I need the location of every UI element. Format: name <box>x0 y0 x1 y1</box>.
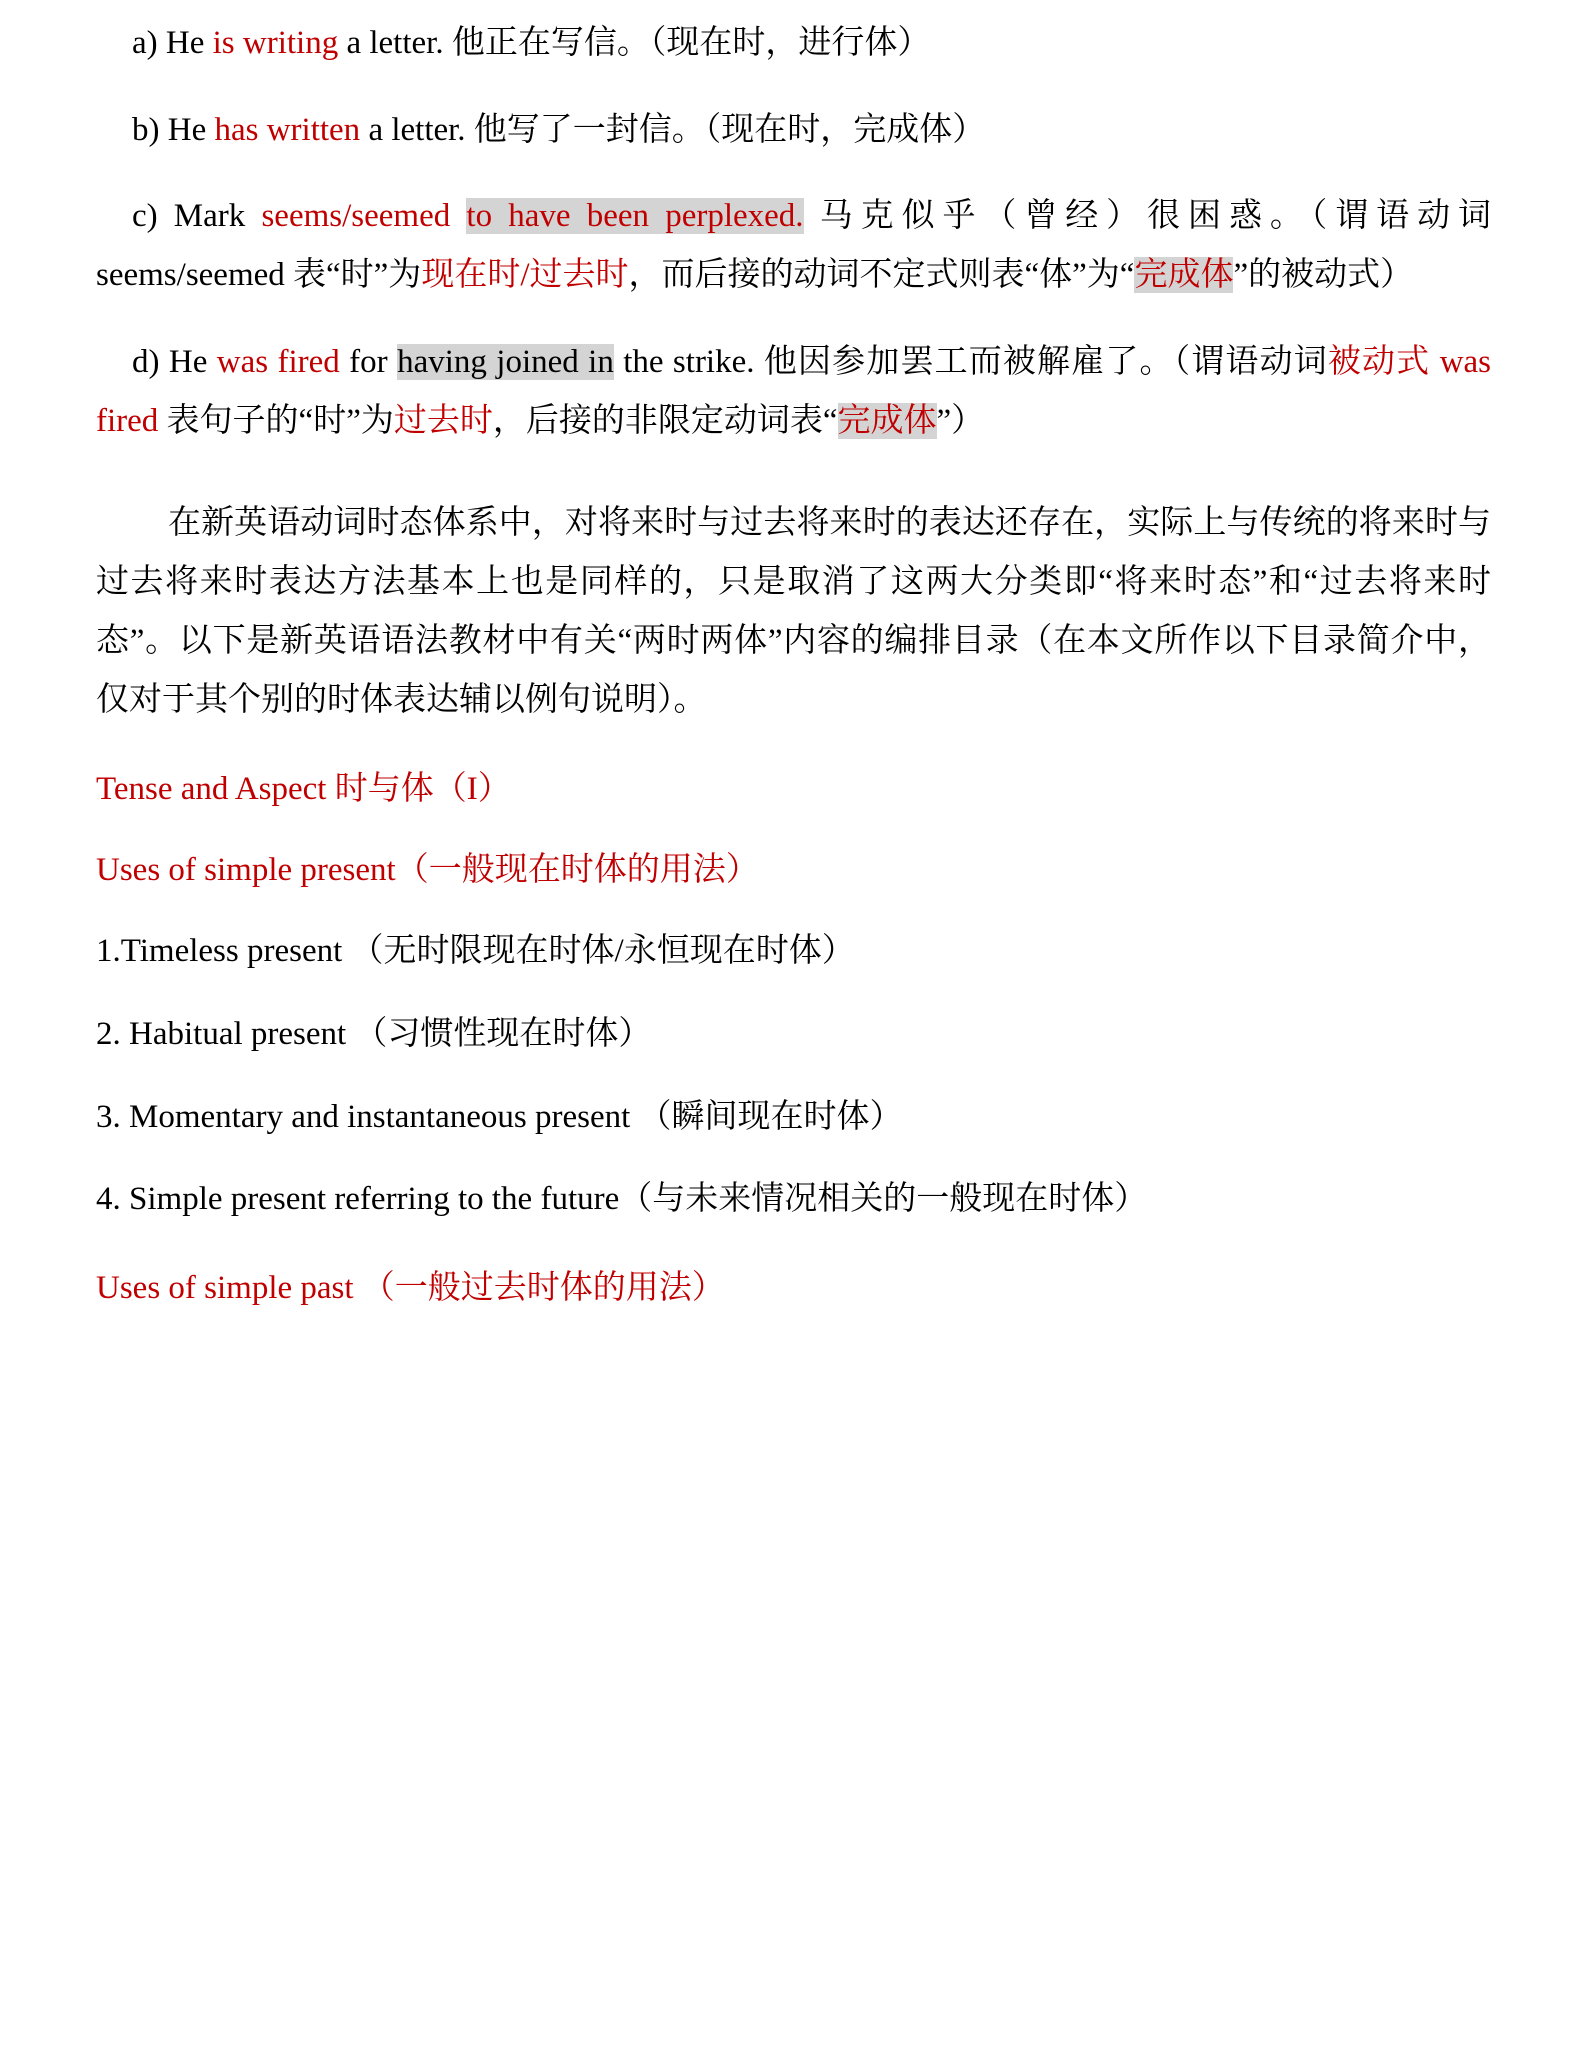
example-d-text-8: 过去时 <box>393 402 493 439</box>
example-d-text-5: the strike. 他因参加罢工而被解雇了。（谓语动词 <box>613 343 1328 380</box>
example-d-text-9: ，后接的非限定动词表“ <box>492 402 838 439</box>
example-b-text-2: has written <box>214 111 361 148</box>
example-d-text-2: was fired <box>216 343 340 380</box>
example-c-text-8: ”的被动式） <box>1233 257 1414 294</box>
example-c-text-6: ，而后接的动词不定式则表“体”为“ <box>628 257 1135 294</box>
example-c-text-7: 完成体 <box>1134 257 1234 294</box>
example-d-text-4: having joined in <box>397 343 614 380</box>
example-a-text-3: a letter. 他正在写信。（现在时，进行体） <box>338 25 931 61</box>
example-d-text-10: 完成体 <box>837 402 937 439</box>
example-c-text-1: c) Mark <box>132 198 262 235</box>
list-item: 3. Momentary and instantaneous present （瞬间现在时体） <box>96 1098 903 1135</box>
example-d-text-1: d) He <box>132 343 217 380</box>
list-item: 1.Timeless present （无时限现在时体/永恒现在时体） <box>96 932 855 969</box>
example-b-text-3: a letter. 他写了一封信。（现在时，完成体） <box>360 111 986 148</box>
example-c-text-3: to have been perplexed. <box>466 198 804 235</box>
list-item: 2. Habitual present （习惯性现在时体） <box>96 1015 652 1052</box>
example-d-text-3: for <box>339 343 398 380</box>
example-a-text-2: is writing <box>212 25 339 61</box>
example-d-paragraph <box>96 333 1491 450</box>
body-paragraph: 在新英语动词时态体系中，对将来时与过去将来时的表达还存在，实际上与传统的将来时与过去将来时表达方法基本上也是同样的，只是取消了这两大分类即“将来时态”和“过去将来时态”。以下是新英语语法教材中有关“两时两体”内容的编排目录（在本文所作以下目录简介中，仅对于其个别的时体表达辅以例句说明）。 <box>96 505 1491 718</box>
example-c-text-4: 马克似乎（曾经）很困惑。（谓语动词 seems/seemed 表“时”为 <box>96 198 1491 294</box>
example-c-text-2: seems/seemed <box>261 198 467 235</box>
section-title: Tense and Aspect 时与体（I） <box>96 771 511 808</box>
example-a-text-1: a) He <box>132 25 213 61</box>
example-c-text-5: 现在时/过去时 <box>421 257 629 294</box>
paragraph-spacer <box>96 478 1491 494</box>
example-b-paragraph <box>96 101 1491 160</box>
example-d-text-7: 表句子的“时”为 <box>158 402 394 439</box>
example-a-paragraph <box>96 14 1491 73</box>
example-d-text-6: 被动式 was fired <box>96 343 1492 439</box>
subsection-title-present: Uses of simple present（一般现在时体的用法） <box>96 852 759 889</box>
example-c-paragraph <box>96 187 1491 304</box>
example-b-text-1: b) He <box>132 111 215 148</box>
subsection-title-past: Uses of simple past （一般过去时体的用法） <box>96 1270 725 1307</box>
list-item: 4. Simple present referring to the future（与未来情况相关的一般现在时体） <box>96 1181 1148 1218</box>
example-d-text-11: ”） <box>936 402 985 439</box>
